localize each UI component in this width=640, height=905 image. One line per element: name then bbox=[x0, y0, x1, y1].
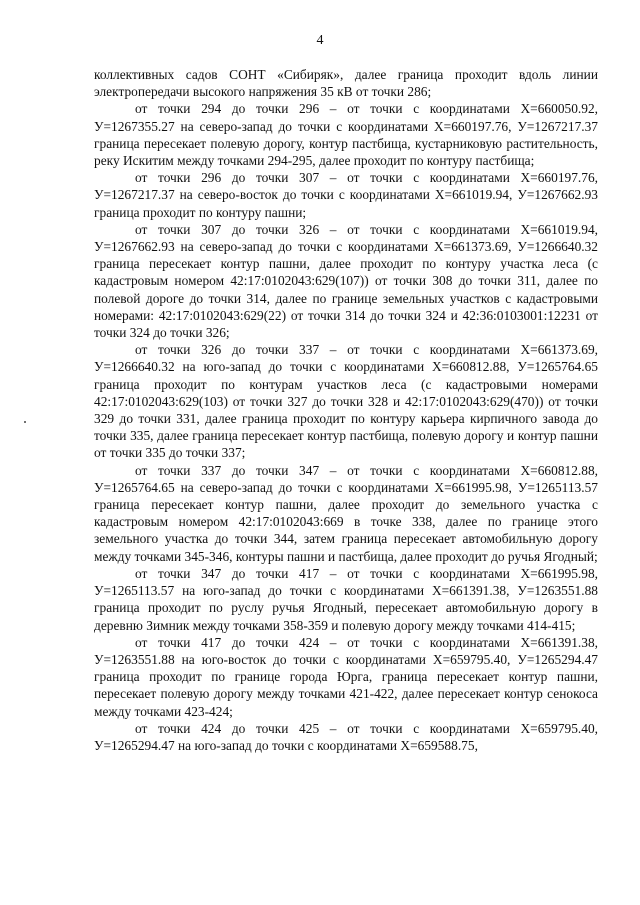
paragraph-9: от точки 424 до точки 425 – от точки с координатами Х=659795.40, У=1265294.47 на юго-запад до точки с координатами Х=659588.75, bbox=[94, 720, 598, 753]
paragraph-5: от точки 326 до точки 337 – от точки с координатами Х=661373.69, У=1266640.32 на юго-запад до точки с координатами Х=660812.88, У=1265764.65 граница проходит по контурам участков леса (с кадастровыми номерами 42:17:0102043:629(103) от точки 327 до точки 328 и 42:17:0102043:629(470)) от точки 329 до точки 331, далее граница проходит по контуру карьера кирпичного завода до точки 335, далее граница пересекает контур пастбища, полевую дорогу и контур пашни от точки 335 до точки 337; bbox=[94, 342, 598, 461]
paragraph-1: коллективных садов СОНТ «Сибиряк», далее граница проходит вдоль линии электропередачи высокого напряжения 35 кВ от точки 286; bbox=[94, 67, 598, 100]
paragraph-3: от точки 296 до точки 307 – от точки с координатами Х=660197.76, У=1267217.37 на северо-восток до точки с координатами Х=661019.94, У=1267662.93 граница проходит по контуру пашни; bbox=[94, 170, 598, 220]
paragraph-6: от точки 337 до точки 347 – от точки с координатами Х=660812.88, У=1265764.65 на северо-запад до точки с координатами Х=661995.98, У=1265113.57 граница пересекает контур пашни, далее проходит до земельного участка с кадастровым номером 42:17:0102043:669 в точке 338, далее по границе этого земельного участка до точки 344, затем граница пересекает автомобильную дорогу между точками 345-346, контуры пашни и пастбища, далее проходит до ручья Ягодный; bbox=[94, 462, 598, 564]
paragraph-2: от точки 294 до точки 296 – от точки с координатами Х=660050.92, У=1267355.27 на северо-запад до точки с координатами Х=660197.76, У=1267217.37 граница пересекает полевую дорогу, контур пастбища, кустарниковую растительность, реку Искитим между точками 294-295, далее проходит по контуру пастбища; bbox=[94, 101, 598, 169]
page-number: 4 bbox=[316, 33, 324, 48]
paragraph-8: от точки 417 до точки 424 – от точки с координатами Х=661391.38, У=1263551.88 на юго-восток до точки с координатами Х=659795.40, У=1265294.47 граница проходит по границе города Юрга, граница пересекает контур пашни, пересекает полевую дорогу между точками 421-422, далее пересекает контур сенокоса между точками 423-424; bbox=[94, 634, 598, 719]
margin-dot bbox=[24, 421, 26, 423]
paragraph-7: от точки 347 до точки 417 – от точки с координатами Х=661995.98, У=1265113.57 на юго-запад до точки с координатами Х=661391.38, У=1263551.88 граница проходит по руслу ручья Ягодный, пересекает автомобильную дорогу в деревню Зимник между точками 358-359 и полевую дорогу между точками 414-415; bbox=[94, 565, 598, 633]
paragraph-4: от точки 307 до точки 326 – от точки с координатами Х=661019.94, У=1267662.93 на северо-запад до точки с координатами Х=661373.69, У=1266640.32 граница пересекает контур пашни, далее проходит по контуру участка леса (с кадастровым номером 42:17:0102043:629(107)) от точки 308 до точки 311, далее по полевой дороге до точки 314, далее по границе земельных участков с кадастровыми номерами: 42:17:0102043:629(22) от точки 314 до точки 324 и 42:36:0103001:12231 от точки 324 до точки 326; bbox=[94, 221, 598, 341]
body-text bbox=[94, 66, 598, 754]
